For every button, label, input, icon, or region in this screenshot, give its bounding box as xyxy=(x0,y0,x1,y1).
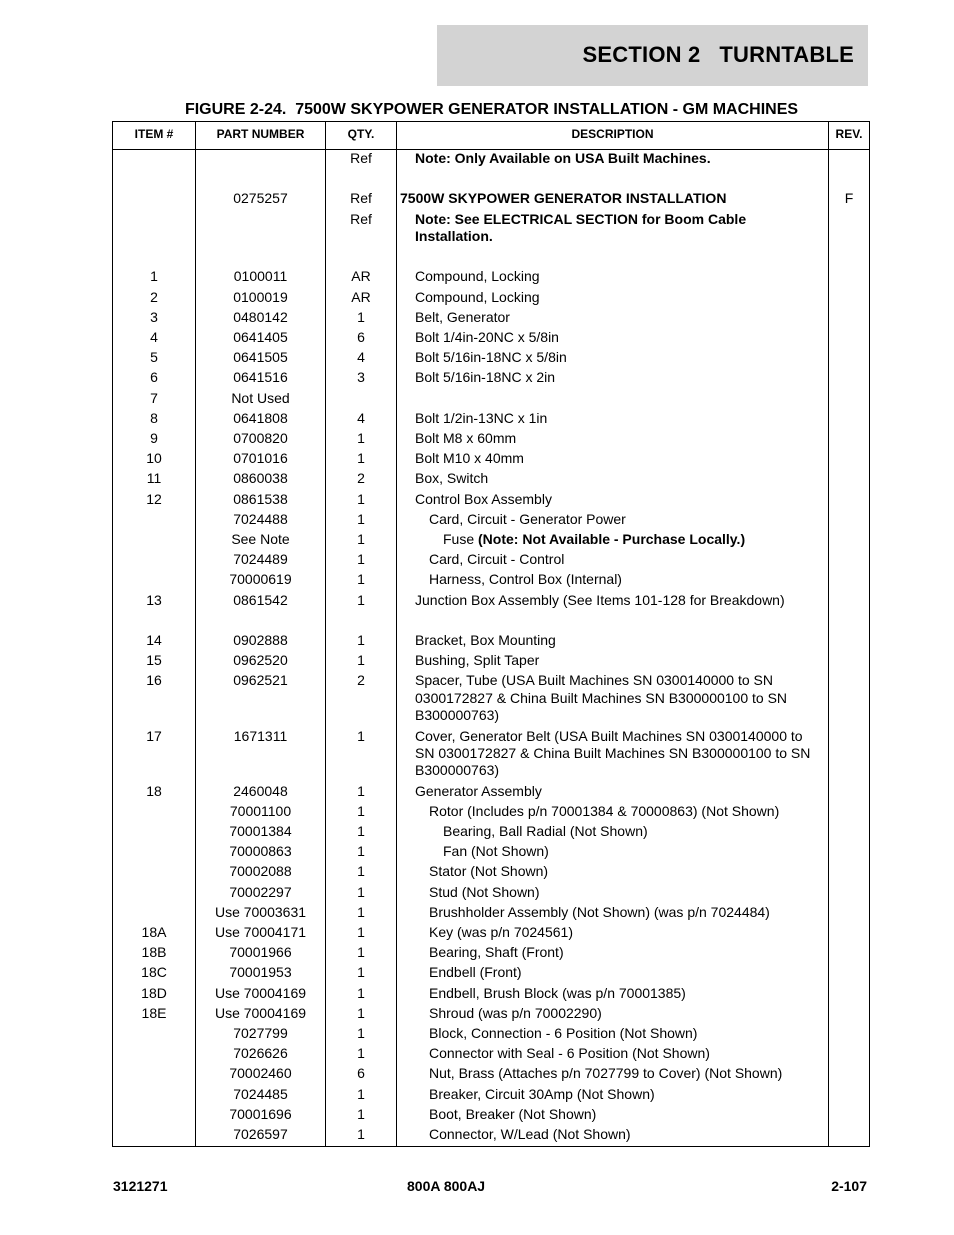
description xyxy=(415,612,825,629)
description xyxy=(415,672,825,724)
description xyxy=(415,1065,825,1082)
part-number: 0861538 xyxy=(233,490,288,507)
description xyxy=(415,150,825,167)
quantity: 1 xyxy=(357,727,365,744)
description-text: 7500W SKYPOWER GENERATOR INSTALLATION xyxy=(400,190,727,207)
description-text: Stator (Not Shown) xyxy=(429,863,549,880)
quantity: 1 xyxy=(357,923,365,940)
table-row xyxy=(113,430,869,447)
table-row xyxy=(113,248,869,265)
description-text: Bolt 1/4in-20NC x 5/8in xyxy=(415,329,559,346)
description xyxy=(415,884,825,901)
description-text: Connector, W/Lead (Not Shown) xyxy=(429,1125,631,1142)
part-number: 0100011 xyxy=(233,268,288,285)
part-number: 0641405 xyxy=(233,329,288,346)
quantity: 3 xyxy=(357,369,365,386)
description xyxy=(415,329,825,346)
table-row xyxy=(113,863,869,880)
table-row xyxy=(113,390,869,407)
part-number: 70002088 xyxy=(229,863,292,880)
description-text: Note: See ELECTRICAL SECTION for Boom Cable Installation. xyxy=(415,210,750,245)
description-text: Endbell (Front) xyxy=(429,964,522,981)
description-text: Junction Box Assembly (See Items 101-128 for Breakdown) xyxy=(415,591,785,608)
quantity: 6 xyxy=(357,329,365,346)
table-row xyxy=(113,470,869,487)
description-text: Fan (Not Shown) xyxy=(443,843,549,860)
quantity: 1 xyxy=(357,1105,365,1122)
part-number: 0860038 xyxy=(233,470,288,487)
part-number: 1671311 xyxy=(233,727,288,744)
part-number: 70000619 xyxy=(229,571,292,588)
column-header-description: DESCRIPTION xyxy=(571,127,654,141)
part-number: 7026597 xyxy=(233,1125,288,1142)
item-number: 16 xyxy=(146,672,162,689)
description xyxy=(415,803,825,820)
part-number: 70001696 xyxy=(229,1105,292,1122)
item-number: 14 xyxy=(146,632,162,649)
part-number: 70001953 xyxy=(229,964,292,981)
item-number: 11 xyxy=(146,470,162,487)
description-text: Bolt M10 x 40mm xyxy=(415,450,524,467)
table-row xyxy=(113,652,869,669)
description xyxy=(415,592,825,609)
quantity: 1 xyxy=(357,450,365,467)
quantity: 6 xyxy=(357,1065,365,1082)
description-text: Block, Connection - 6 Position (Not Shown) xyxy=(429,1024,698,1041)
description xyxy=(415,571,825,588)
description-text: Bolt 5/16in-18NC x 2in xyxy=(415,369,556,386)
description-text: Endbell, Brush Block (was p/n 70001385) xyxy=(429,984,686,1001)
description-note: (Note: Not Available - Purchase Locally.) xyxy=(478,531,746,548)
description xyxy=(415,924,825,941)
quantity: 1 xyxy=(357,591,365,608)
description xyxy=(415,1025,825,1042)
description xyxy=(415,823,825,840)
table-row xyxy=(113,329,869,346)
section-header xyxy=(437,25,868,86)
parts-table xyxy=(112,121,870,1147)
description xyxy=(415,1045,825,1062)
quantity: 1 xyxy=(357,964,365,981)
description-text: Stud (Not Shown) xyxy=(429,883,540,900)
table-row xyxy=(113,728,869,780)
description xyxy=(415,390,825,407)
quantity: 1 xyxy=(357,1045,365,1062)
description xyxy=(415,551,825,568)
quantity: 1 xyxy=(357,802,365,819)
quantity: 1 xyxy=(357,490,365,507)
description-text: Compound, Locking xyxy=(415,288,540,305)
description xyxy=(415,1106,825,1123)
quantity: Ref xyxy=(350,210,372,227)
table-row xyxy=(113,632,869,649)
quantity: AR xyxy=(351,268,371,285)
quantity: 1 xyxy=(357,822,365,839)
item-number: 18C xyxy=(141,964,167,981)
item-number: 7 xyxy=(150,389,158,406)
figure-title: FIGURE 2-24. 7500W SKYPOWER GENERATOR INSTALLATION - GM MACHINES xyxy=(184,101,799,118)
part-number: Use 70004171 xyxy=(214,923,307,940)
part-number: 0275257 xyxy=(233,190,288,207)
quantity: 1 xyxy=(357,430,365,447)
quantity: 1 xyxy=(357,843,365,860)
quantity: 4 xyxy=(357,349,365,366)
footer-page-number: 2-107 xyxy=(831,1178,867,1194)
part-number: Use 70004169 xyxy=(214,1004,307,1021)
quantity: 4 xyxy=(357,409,365,426)
table-row xyxy=(113,531,869,548)
description-text: Generator Assembly xyxy=(415,782,542,799)
column-header-item: ITEM # xyxy=(134,127,174,141)
quantity: 1 xyxy=(357,308,365,325)
quantity: 1 xyxy=(357,510,365,527)
table-row xyxy=(113,884,869,901)
description xyxy=(415,652,825,669)
quantity: 1 xyxy=(357,1024,365,1041)
description xyxy=(415,268,825,285)
table-row xyxy=(113,964,869,981)
item-number: 18D xyxy=(141,984,167,1001)
description-text: Fuse xyxy=(443,531,479,548)
description-text: Harness, Control Box (Internal) xyxy=(429,571,622,588)
description xyxy=(415,985,825,1002)
description-text: Box, Switch xyxy=(415,470,489,487)
item-number: 17 xyxy=(146,727,162,744)
description-text: Bushing, Split Taper xyxy=(415,652,540,669)
part-number: 70001384 xyxy=(229,822,292,839)
table-row xyxy=(113,1086,869,1103)
description xyxy=(415,863,825,880)
part-number: 0100019 xyxy=(233,288,288,305)
description xyxy=(415,211,825,246)
table-row xyxy=(113,349,869,366)
part-number: 0962521 xyxy=(233,672,288,689)
description xyxy=(415,1086,825,1103)
item-number: 3 xyxy=(150,308,158,325)
table-row xyxy=(113,672,869,724)
footer-document-number: 3121271 xyxy=(113,1178,168,1194)
part-number: 0641516 xyxy=(233,369,288,386)
part-number: 2460048 xyxy=(233,782,288,799)
revision: F xyxy=(844,190,854,207)
description xyxy=(415,430,825,447)
part-number: Use 70004169 xyxy=(214,984,307,1001)
quantity: 1 xyxy=(357,551,365,568)
description-text: Nut, Brass (Attaches p/n 7027799 to Cover) (Not Shown) xyxy=(429,1065,783,1082)
part-number: Not Used xyxy=(231,389,290,406)
description-text: Spacer, Tube (USA Built Machines SN 0300140000 to SN 0300172827 & China Built Machines SN B300000100 to SN B300000763) xyxy=(415,672,791,724)
item-number: 6 xyxy=(150,369,158,386)
description-text: Key (was p/n 7024561) xyxy=(429,923,573,940)
description-text: Bearing, Shaft (Front) xyxy=(429,944,564,961)
table-row xyxy=(113,211,869,246)
part-number: 0962520 xyxy=(233,652,288,669)
table-row xyxy=(113,511,869,528)
item-number: 2 xyxy=(150,288,158,305)
table-row xyxy=(113,612,869,629)
table-row xyxy=(113,289,869,306)
description-text: Breaker, Circuit 30Amp (Not Shown) xyxy=(429,1085,655,1102)
table-row xyxy=(113,170,869,187)
description xyxy=(415,964,825,981)
description-text: Bracket, Box Mounting xyxy=(415,632,556,649)
part-number: 0700820 xyxy=(233,430,288,447)
part-number: 0480142 xyxy=(233,308,288,325)
part-number: 70001100 xyxy=(229,802,292,819)
description-text: Brushholder Assembly (Not Shown) (was p/n 7024484) xyxy=(429,903,770,920)
description-text: Note: Only Available on USA Built Machines. xyxy=(415,150,711,166)
table-header xyxy=(113,122,869,150)
description xyxy=(415,170,825,187)
description-text: Connector with Seal - 6 Position (Not Shown) xyxy=(429,1045,710,1062)
table-row xyxy=(113,843,869,860)
section-title: SECTION 2 TURNTABLE xyxy=(582,42,854,67)
quantity: Ref xyxy=(350,190,372,207)
part-number: 70002297 xyxy=(229,883,292,900)
description xyxy=(415,309,825,326)
item-number: 13 xyxy=(146,591,162,608)
item-number: 15 xyxy=(146,652,162,669)
quantity: 1 xyxy=(357,632,365,649)
table-row xyxy=(113,823,869,840)
table-row xyxy=(113,1045,869,1062)
part-number: 0641505 xyxy=(233,349,288,366)
column-header-part-number: PART NUMBER xyxy=(216,127,305,141)
column-header-qty: QTY. xyxy=(347,127,375,141)
description-text: Bolt M8 x 60mm xyxy=(415,430,517,447)
description-text: Compound, Locking xyxy=(415,268,540,285)
table-row xyxy=(113,450,869,467)
description xyxy=(400,190,825,207)
description xyxy=(415,944,825,961)
table-row xyxy=(113,944,869,961)
description xyxy=(415,410,825,427)
description xyxy=(415,632,825,649)
table-body xyxy=(113,150,869,1146)
description-text: Rotor (Includes p/n 70001384 & 70000863) (Not Shown) xyxy=(429,802,780,819)
description-text: Control Box Assembly xyxy=(415,490,552,507)
quantity: 1 xyxy=(357,1125,365,1142)
item-number: 18E xyxy=(141,1004,167,1021)
item-number: 8 xyxy=(150,409,158,426)
part-number: See Note xyxy=(231,531,290,548)
description-text: Bearing, Ball Radial (Not Shown) xyxy=(443,822,648,839)
description xyxy=(415,491,825,508)
description-text: Boot, Breaker (Not Shown) xyxy=(429,1105,597,1122)
table-row xyxy=(113,783,869,800)
item-number: 10 xyxy=(146,450,162,467)
item-number: 9 xyxy=(150,430,158,447)
quantity: Ref xyxy=(350,150,372,166)
description xyxy=(415,1005,825,1022)
table-row xyxy=(113,491,869,508)
description-text: Cover, Generator Belt (USA Built Machines SN 0300140000 to SN 0300172827 & China Built Machines SN B300000100 to SN B300000763) xyxy=(415,727,815,779)
description xyxy=(415,728,825,780)
footer-model: 800A 800AJ xyxy=(407,1178,486,1194)
table-row xyxy=(113,1106,869,1123)
description xyxy=(415,289,825,306)
description-text: Belt, Generator xyxy=(415,308,510,325)
description xyxy=(415,248,825,265)
quantity: 1 xyxy=(357,984,365,1001)
description xyxy=(415,369,825,386)
table-row xyxy=(113,1065,869,1082)
quantity: 2 xyxy=(357,672,365,689)
description xyxy=(415,904,825,921)
description xyxy=(415,1126,825,1143)
item-number: 18 xyxy=(146,782,162,799)
quantity: 1 xyxy=(357,903,365,920)
table-row xyxy=(113,924,869,941)
item-number: 18B xyxy=(141,944,167,961)
column-header-rev: REV. xyxy=(835,127,863,141)
quantity: 1 xyxy=(357,863,365,880)
quantity: 1 xyxy=(357,944,365,961)
table-row xyxy=(113,190,869,207)
item-number: 12 xyxy=(146,490,162,507)
part-number: Use 70003631 xyxy=(214,903,307,920)
item-number: 5 xyxy=(150,349,158,366)
table-row xyxy=(113,1005,869,1022)
table-row xyxy=(113,803,869,820)
quantity: 1 xyxy=(357,571,365,588)
part-number: 0701016 xyxy=(233,450,288,467)
quantity: 1 xyxy=(357,1085,365,1102)
description xyxy=(415,511,825,528)
table-row xyxy=(113,551,869,568)
table-row xyxy=(113,268,869,285)
table-row xyxy=(113,1126,869,1143)
part-number: 0641808 xyxy=(233,409,288,426)
description-text: Shroud (was p/n 70002290) xyxy=(429,1004,602,1021)
table-row xyxy=(113,985,869,1002)
quantity: AR xyxy=(351,288,371,305)
part-number: 70002460 xyxy=(229,1065,292,1082)
part-number: 7024489 xyxy=(233,551,288,568)
description xyxy=(415,783,825,800)
description xyxy=(415,843,825,860)
description-text: Bolt 1/2in-13NC x 1in xyxy=(415,409,548,426)
table-row xyxy=(113,150,869,167)
part-number: 7024488 xyxy=(233,510,288,527)
part-number: 70001966 xyxy=(229,944,292,961)
table-row xyxy=(113,1025,869,1042)
item-number: 4 xyxy=(150,329,158,346)
part-number: 70000863 xyxy=(229,843,292,860)
part-number: 0861542 xyxy=(233,591,288,608)
description xyxy=(415,470,825,487)
part-number: 7024485 xyxy=(233,1085,288,1102)
table-row xyxy=(113,592,869,609)
table-row xyxy=(113,369,869,386)
quantity: 1 xyxy=(357,531,365,548)
item-number: 18A xyxy=(141,923,167,940)
table-row xyxy=(113,571,869,588)
quantity: 1 xyxy=(357,883,365,900)
description-text: Card, Circuit - Control xyxy=(429,551,565,568)
part-number: 0902888 xyxy=(233,632,288,649)
table-row xyxy=(113,410,869,427)
table-row xyxy=(113,904,869,921)
description-text: Card, Circuit - Generator Power xyxy=(429,510,626,527)
item-number: 1 xyxy=(150,268,158,285)
part-number: 7026626 xyxy=(233,1045,288,1062)
part-number: 7027799 xyxy=(233,1024,288,1041)
quantity: 1 xyxy=(357,1004,365,1021)
description xyxy=(415,349,825,366)
table-row xyxy=(113,309,869,326)
description-text: Bolt 5/16in-18NC x 5/8in xyxy=(415,349,567,366)
description xyxy=(415,450,825,467)
quantity: 2 xyxy=(357,470,365,487)
quantity: 1 xyxy=(357,652,365,669)
description xyxy=(415,531,825,548)
quantity: 1 xyxy=(357,782,365,799)
